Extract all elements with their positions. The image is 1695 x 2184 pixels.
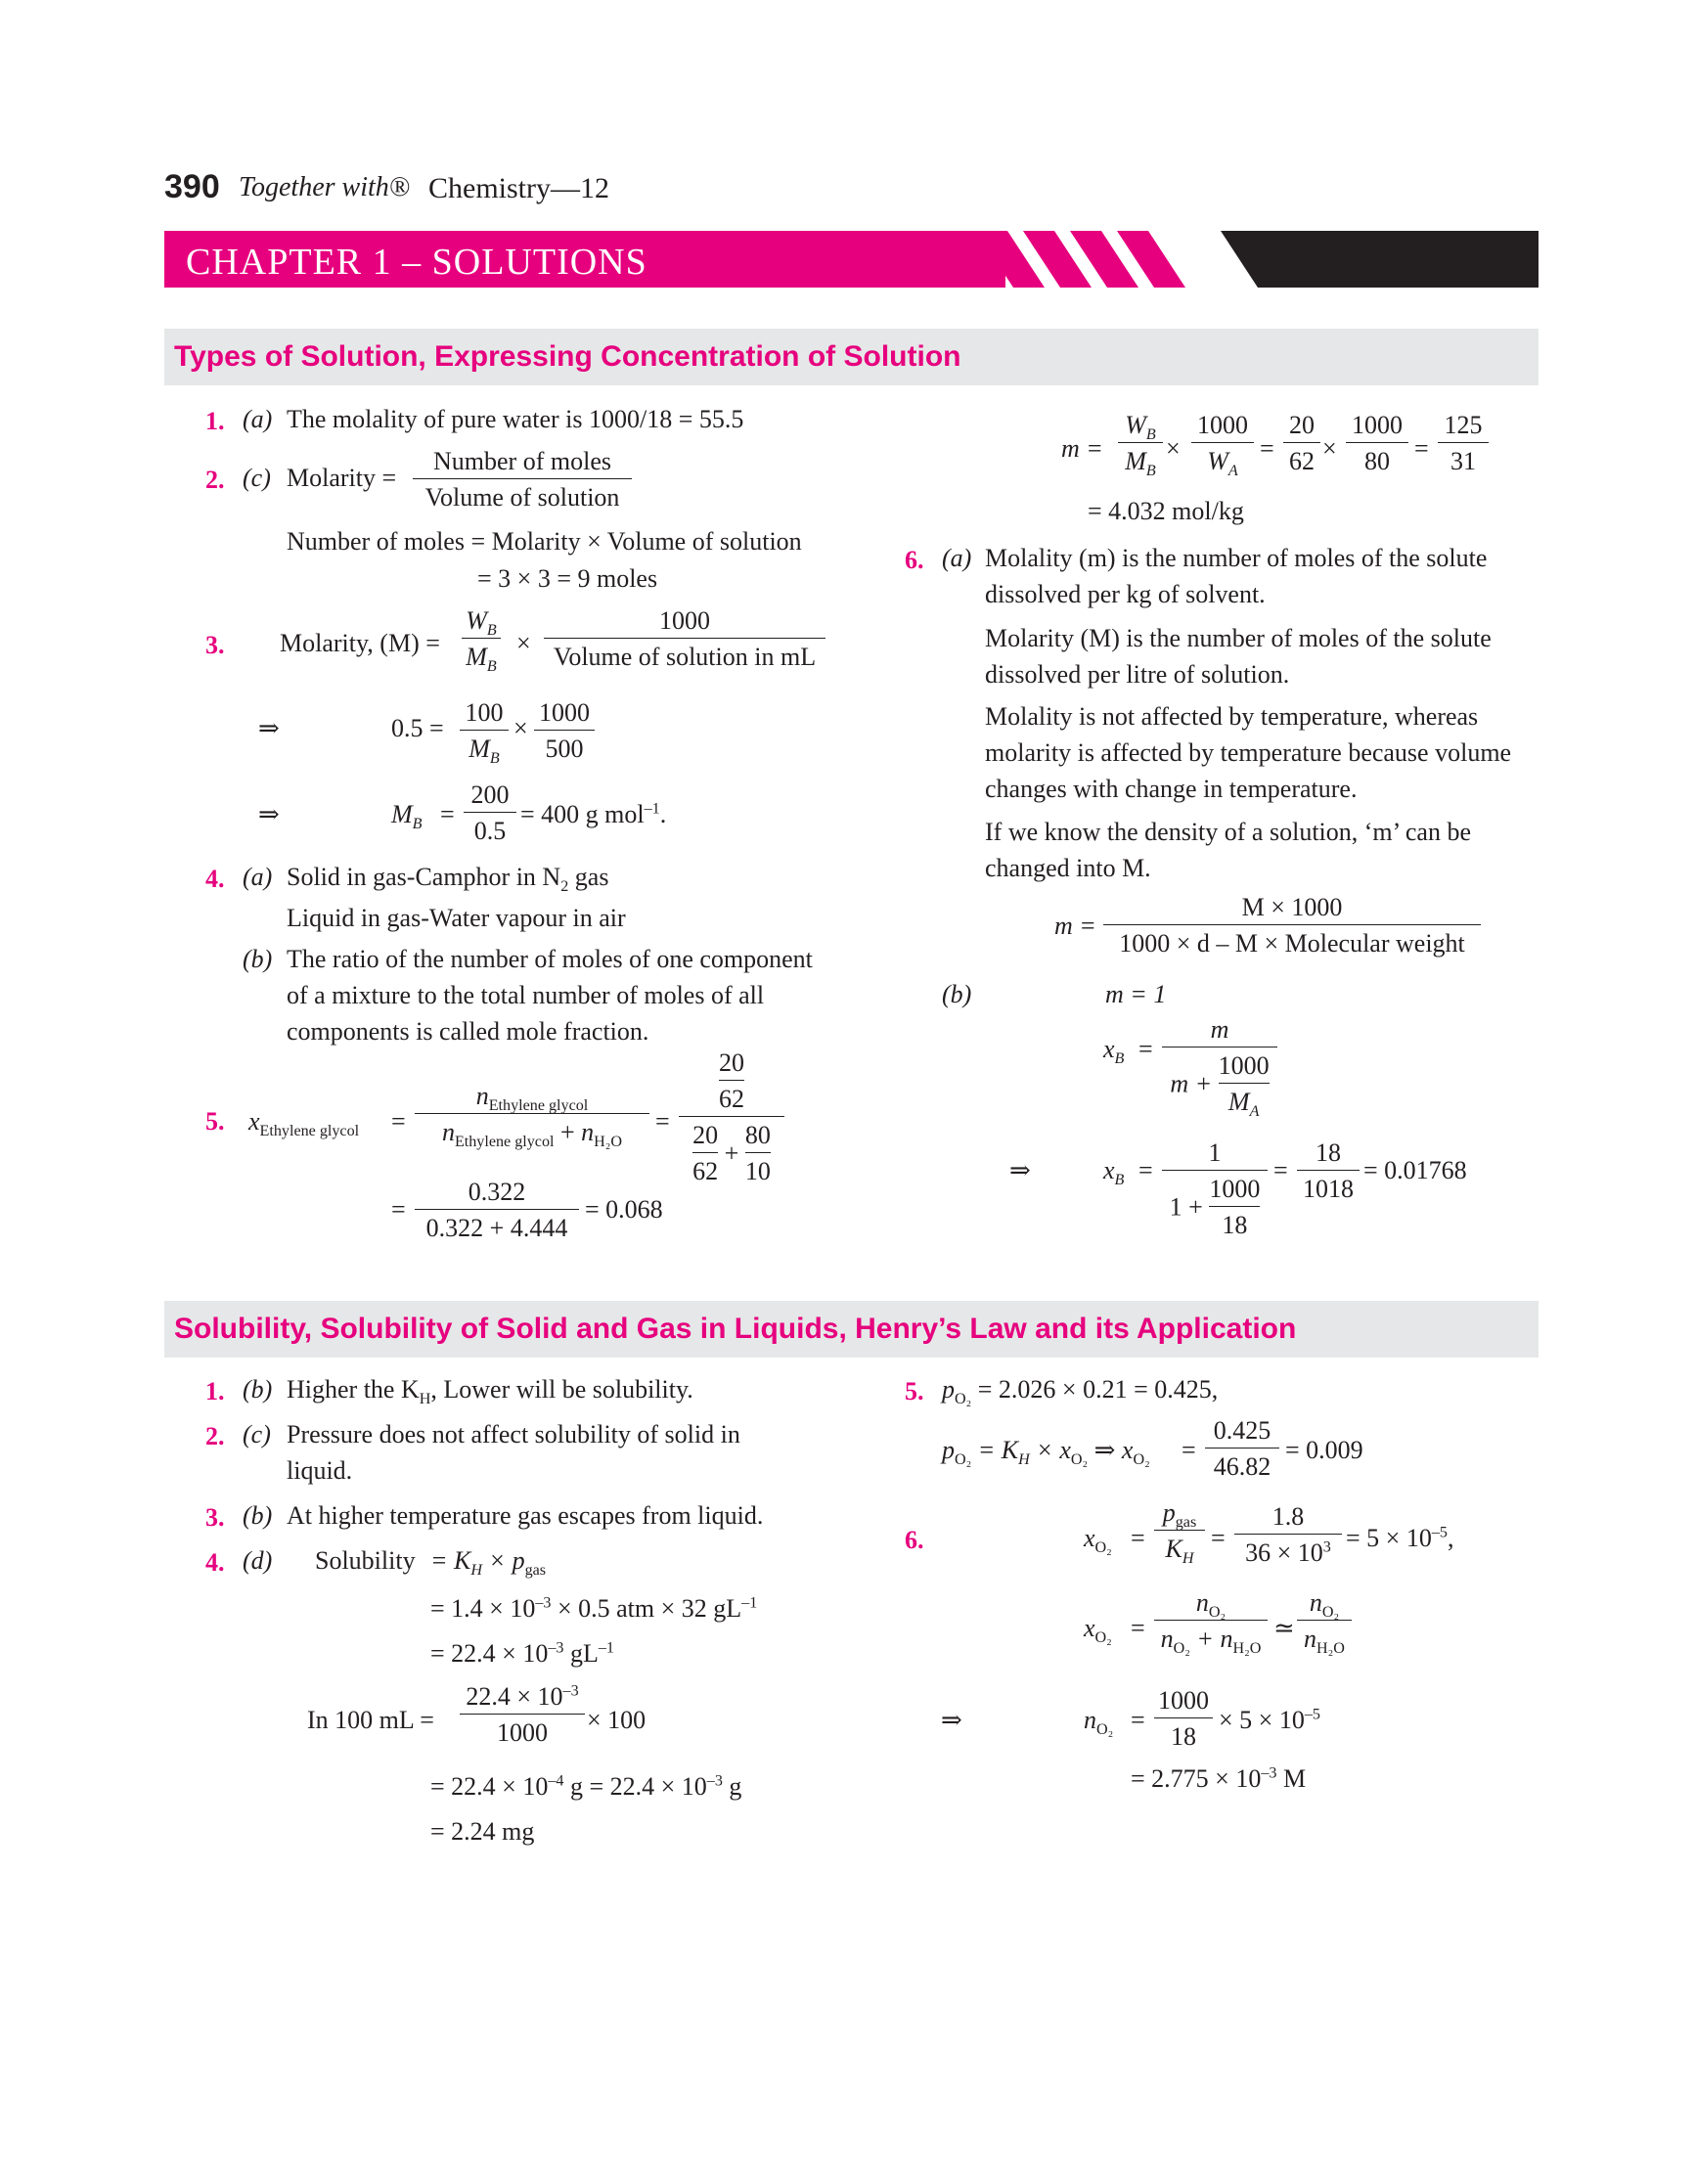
q4-number: 4. — [205, 865, 225, 893]
s2-q6-x: $x_{O_2}$ — [1084, 1524, 1112, 1557]
s2-q4-l2: = $1.4 \times 10^{-3} \times 0.5$ atm × 32 $gL^{-1}$ — [430, 1594, 758, 1623]
q3-times: × — [516, 629, 531, 657]
q5-result: = 0.068 — [585, 1195, 663, 1224]
q6-frac-mole: m m + $\frac{1000}{M_A}$ — [1162, 1017, 1277, 1115]
q6-m-eq: m = — [1054, 912, 1096, 940]
q6-p3-l2: molarity is affected by temperature because volume — [985, 738, 1512, 767]
q2-frac-den: Volume of solution — [413, 478, 632, 511]
q3-result: = 400 g mol$^{-1}$. — [520, 800, 667, 828]
q6-p4-l1: If we know the density of a solution, ‘m’ can be — [985, 818, 1471, 846]
section-header-solubility — [164, 1301, 1539, 1358]
q1-text: The molality of pure water is 1000/18 = 55.5 — [287, 405, 744, 433]
s2-q3-number: 3. — [205, 1503, 225, 1532]
q1-number: 1. — [205, 407, 225, 435]
s2-q2-line2: liquid. — [287, 1456, 353, 1485]
s2-q1-number: 1. — [205, 1377, 225, 1405]
q2-frac-num: Number of moles — [433, 447, 611, 475]
s2-q6-eq2: = — [1211, 1524, 1226, 1552]
q5-x1: × — [1166, 434, 1181, 463]
brand-logo: Together with® — [239, 172, 411, 202]
s2-q4-frac: $\frac{22.4 \times 10^{-3}}{1000}$ — [460, 1684, 585, 1746]
s2-q6-frac-n2: $\frac{n_{O_2}}{n_{H_2O}}$ — [1297, 1590, 1352, 1652]
s2-q6-frac-pk: $p_{gas}$ $K_H$ — [1154, 1500, 1205, 1562]
arrow-icon: ⇒ — [258, 800, 280, 828]
s2-q4-option: (d) — [243, 1546, 273, 1575]
s2-q6-eq4: = — [1131, 1706, 1145, 1734]
s2-q6-frac-n: $\frac{n_{O_2}}{n_{O_2} + n_{H_2O}}$ — [1154, 1590, 1268, 1652]
s2-q4-l6: = 2.24 mg — [430, 1817, 535, 1846]
q5-x: $x_{Ethylene glycol}$ — [248, 1107, 360, 1140]
s2-q6-result: = $5 \times 10^{-5}$, — [1346, 1524, 1454, 1552]
q5-frac-12531: $\frac{125}{31}$ — [1438, 413, 1489, 474]
s2-q6-x2: $x_{O_2}$ — [1084, 1614, 1112, 1647]
q5-eq: = — [391, 1107, 406, 1136]
section-header-types — [164, 329, 1539, 385]
q6-number: 6. — [905, 546, 924, 574]
q5-frac-2062: $\frac{20}{62}$ — [1283, 413, 1320, 474]
q6-p1-l2: dissolved per kg of solvent. — [985, 580, 1266, 608]
q5-eq3: = — [391, 1195, 406, 1224]
s2-q5-number: 5. — [905, 1377, 924, 1405]
s2-q3-text: At higher temperature gas escapes from liquid. — [287, 1501, 764, 1530]
q3-label: Molarity, (M) = — [280, 629, 440, 657]
q5-frac-wm: $\frac{W_B}{M_B}$ — [1118, 413, 1163, 474]
q6-p3-l1: Molality is not affected by temperature, whereas — [985, 702, 1479, 731]
s2-q6-final: = $2.775 \times 10^{-3}$ M — [1131, 1764, 1307, 1793]
s2-q1-option: (b) — [243, 1375, 273, 1404]
q6-frac-density: M × 1000 1000 × d – M × Molecular weight — [1103, 895, 1481, 957]
q2-line2: Number of moles = Molarity × Volume of solution — [287, 527, 802, 556]
s2-q4-number: 4. — [205, 1548, 225, 1577]
s2-q4-formula: = $K_H \times p_{gas}$ — [430, 1546, 547, 1580]
q3-eq: = — [440, 800, 455, 828]
s2-q3-option: (b) — [243, 1501, 273, 1530]
q5-eq2: = — [655, 1107, 670, 1136]
q3-half: 0.5 = — [391, 714, 444, 742]
arrow-icon: ⇒ — [941, 1706, 962, 1734]
s2-q6-eq: = — [1131, 1524, 1145, 1552]
q6-eq2: = — [1138, 1156, 1153, 1184]
s2-q1-text: Higher the $K_H$, Lower will be solubility. — [287, 1375, 693, 1408]
q6-xb2: $x_B$ — [1103, 1156, 1125, 1189]
q6-p4-l2: changed into M. — [985, 854, 1151, 882]
s2-q4-times100: × 100 — [587, 1706, 647, 1734]
q5-result2: = 4.032 mol/kg — [1088, 497, 1244, 525]
s2-q6-approx: ≃ — [1273, 1614, 1295, 1642]
q2-line3: = 3 × 3 = 9 moles — [477, 564, 658, 593]
q5-eq4: = — [1260, 434, 1274, 463]
q4-b-line2: of a mixture to the total number of moles of all — [287, 981, 765, 1009]
q6-p1-l1: Molality (m) is the number of moles of the solute — [985, 544, 1488, 572]
q5-x2: × — [1322, 434, 1337, 463]
q4-a-line1: Solid in gas-Camphor in $N_2$ gas — [287, 863, 609, 896]
q3-frac-vol: 1000 Volume of solution in mL — [544, 608, 825, 670]
q3-number: 3. — [205, 631, 225, 659]
q6-xb: $x_B$ — [1103, 1035, 1125, 1068]
arrow-icon: ⇒ — [1009, 1156, 1031, 1184]
q6-p2-l1: Molarity (M) is the number of moles of the solute — [985, 624, 1492, 652]
q4-b-line3: components is called mole fraction. — [287, 1017, 649, 1046]
q6-frac-one: 1 1 + $\frac{1000}{18}$ — [1162, 1140, 1268, 1238]
s2-q4-label: Solubility — [315, 1546, 416, 1575]
s2-q5-eq: = — [1182, 1436, 1196, 1464]
q3-times2: × — [513, 714, 528, 742]
q6-eq: = — [1138, 1035, 1153, 1063]
s2-q5-l2: $p_{O_2} = K_H \times x_{O_2}$ ⇒ $x_{O_2}$ — [942, 1436, 1150, 1469]
s2-q4-in100: In 100 mL = — [307, 1706, 434, 1734]
s2-q2-number: 2. — [205, 1422, 225, 1450]
section-title: Solubility, Solubility of Solid and Gas in Liquids, Henry’s Law and its Application — [174, 1313, 1297, 1345]
s2-q4-l3: = $22.4 \times 10^{-3}$ $gL^{-1}$ — [430, 1639, 614, 1668]
q3-frac-1000: $\frac{1000}{500}$ — [534, 700, 595, 762]
q3-mb3: $M_B$ — [391, 800, 423, 833]
s2-q6-times: × $5 \times 10^{-5}$ — [1219, 1706, 1320, 1734]
q4-option-a: (a) — [243, 863, 273, 891]
q3-frac-200: $\frac{200}{0.5}$ — [464, 782, 516, 844]
s2-q6-frac-100018: $\frac{1000}{18}$ — [1154, 1688, 1213, 1750]
q5-frac-big: $\frac{20}{62}$ $\frac{20}{62}$ + $\frac{80}{10}$ — [679, 1050, 784, 1184]
q6-p3-l3: changes with change in temperature. — [985, 775, 1358, 803]
s2-q6-n5: $n_{O_2}$ — [1084, 1706, 1114, 1739]
q6-result: = 0.01768 — [1363, 1156, 1467, 1184]
q4-b-line1: The ratio of the number of moles of one component — [287, 945, 813, 973]
q5-eq5: = — [1414, 434, 1429, 463]
chapter-banner — [164, 231, 1539, 288]
s2-q6-eq3: = — [1131, 1614, 1145, 1642]
s2-q5-result: = 0.009 — [1285, 1436, 1363, 1464]
arrow-icon: ⇒ — [258, 714, 280, 742]
q4-a-line2: Liquid in gas-Water vapour in air — [287, 904, 626, 932]
q2-number: 2. — [205, 466, 225, 494]
s2-q6-number: 6. — [905, 1526, 924, 1554]
q5-frac-n: $n_{Ethylene glycol}$ $n_{Ethylene glycol} + n_{H_2O}$ — [415, 1084, 649, 1145]
q6-option-a: (a) — [942, 544, 972, 572]
q2-option: (c) — [243, 464, 271, 492]
chapter-title: CHAPTER 1 – SOLUTIONS — [186, 242, 647, 283]
q5-m-label: m = — [1061, 434, 1103, 463]
q6-frac-18: $\frac{18}{1018}$ — [1297, 1140, 1360, 1202]
section-title: Types of Solution, Expressing Concentration of Solution — [174, 340, 961, 373]
q6-eq3: = — [1273, 1156, 1288, 1184]
q2-fraction — [413, 449, 632, 511]
q5-number: 5. — [205, 1107, 225, 1136]
book-title: Chemistry—12 — [428, 172, 609, 204]
s2-q5-frac: $\frac{0.425}{46.82}$ — [1205, 1418, 1279, 1480]
q3-frac-100: $\frac{100}{M_B}$ — [460, 700, 509, 762]
q5-frac-100080: $\frac{1000}{80}$ — [1346, 413, 1408, 474]
q1-option: (a) — [243, 405, 273, 433]
page-number: 390 — [164, 168, 220, 205]
s2-q6-frac-18: $\frac{1.8}{36 \times 10^3}$ — [1234, 1504, 1342, 1566]
s2-q2-line1: Pressure does not affect solubility of solid in — [287, 1420, 740, 1449]
q5-frac-wa: $\frac{1000}{W_A}$ — [1191, 413, 1254, 474]
q5-frac-result: $\frac{0.322}{0.322 + 4.444}$ — [415, 1180, 579, 1241]
q4-option-b: (b) — [243, 945, 273, 973]
q6-option-b: (b) — [942, 980, 972, 1008]
s2-q2-option: (c) — [243, 1420, 271, 1449]
q6-m-one: m = 1 — [1105, 980, 1167, 1008]
s2-q5-l1: $p_{O_2} = 2.026 \times 0.21 = 0.425$, — [942, 1375, 1219, 1408]
q6-p2-l2: dissolved per litre of solution. — [985, 660, 1290, 689]
q2-label: Molarity = — [287, 464, 397, 492]
q3-frac-wm: $\frac{W_B}{M_B}$ — [462, 608, 501, 670]
s2-q4-l5: = $22.4 \times 10^{-4}$ $g = 22.4 \times 10^{-3}$ g — [430, 1772, 742, 1801]
